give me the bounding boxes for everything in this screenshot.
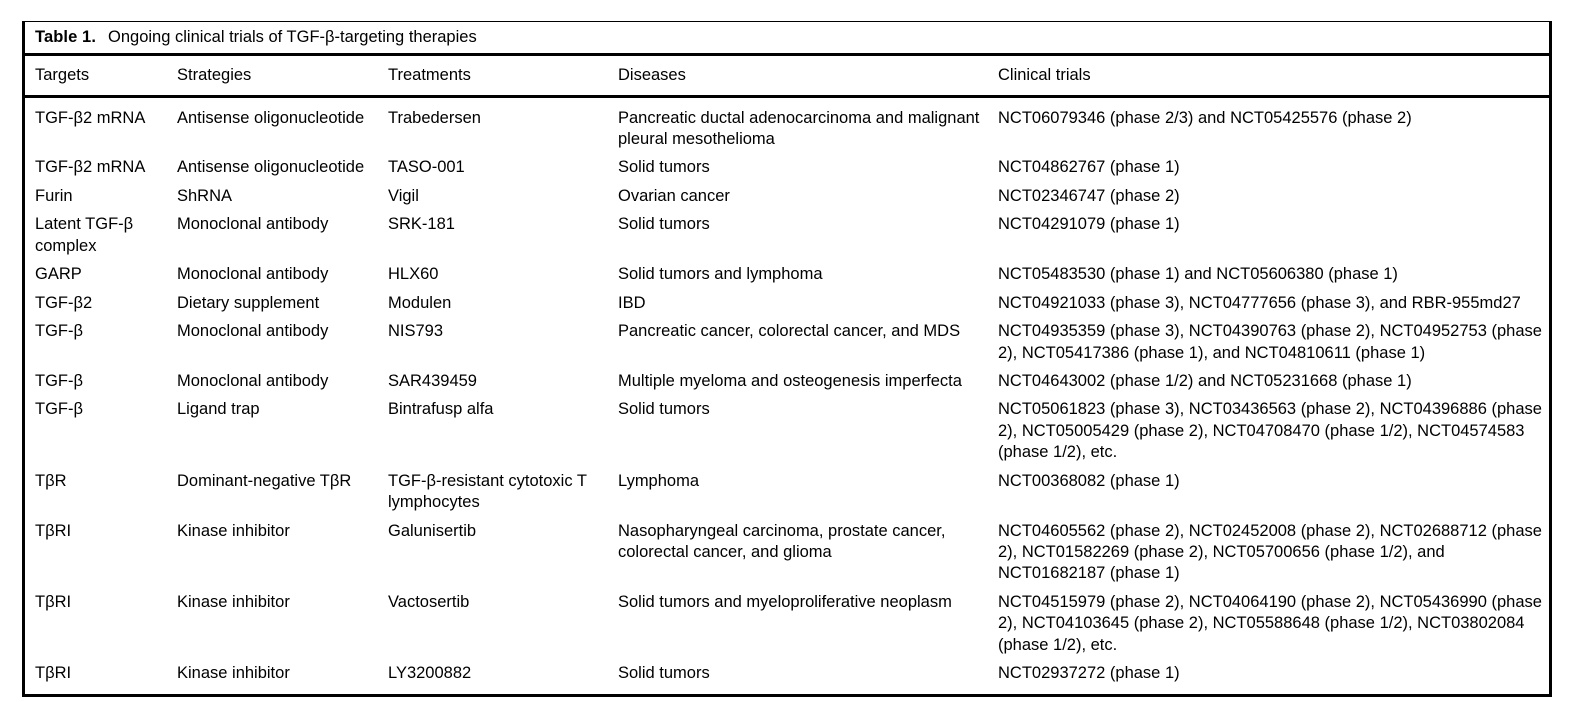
cell-diseases: Ovarian cancer [618,186,730,205]
cell-diseases: Pancreatic cancer, colorectal cancer, and MDS [618,322,961,341]
cell-strategies: Kinase inhibitor [177,664,290,683]
cell-trials: NCT04921033 (phase 3), NCT04777656 (phase 3), and RBR-955md27 [998,293,1521,312]
cell-diseases: Solid tumors [618,400,710,419]
cell-targets: TβRI [35,664,72,683]
cell-treatments: LY3200882 [388,664,472,683]
column-header-strategies: Strategies [177,66,252,85]
cell-strategies: Antisense oligonucleotide [177,108,365,127]
table-row [25,585,1549,656]
cell-trials: NCT04605562 (phase 2), NCT02452008 (phase 2), NCT02688712 (phase 2), NCT01582269 (phase 2), NCT05700656 (phase 1/2), and NCT01682187 (phase 1) [998,521,1542,583]
cell-diseases: Nasopharyngeal carcinoma, prostate cancer, colorectal cancer, and glioma [618,521,946,562]
cell-targets: TβR [35,471,67,490]
cell-treatments: Modulen [388,293,452,312]
cell-trials: NCT04291079 (phase 1) [998,215,1180,234]
cell-trials: NCT02346747 (phase 2) [998,186,1180,205]
cell-diseases: Solid tumors [618,215,710,234]
cell-trials: NCT04935359 (phase 3), NCT04390763 (phase 2), NCT04952753 (phase 2), NCT05417386 (phase 1), and NCT04810611 (phase 1) [998,322,1542,362]
cell-treatments: NIS793 [388,322,444,341]
table-caption-text: Ongoing clinical trials of TGF-β-targeting therapies [108,28,477,46]
cell-treatments: Vactosertib [388,592,470,611]
cell-treatments: HLX60 [388,265,439,284]
table-header-row [25,56,1549,94]
cell-strategies: Monoclonal antibody [177,265,329,284]
table-caption [25,22,1549,53]
cell-targets: TβRI [35,521,72,540]
cell-treatments: Trabedersen [388,108,481,127]
cell-trials: NCT05483530 (phase 1) and NCT05606380 (phase 1) [998,265,1398,284]
table-row [25,364,1549,392]
column-header-targets: Targets [35,66,90,85]
cell-targets: Latent TGF-β complex [35,215,134,255]
cell-targets: TGF-β [35,400,83,419]
cell-trials: NCT04515979 (phase 2), NCT04064190 (phase 2), NCT05436990 (phase 2), NCT04103645 (phase 2), NCT05588648 (phase 1/2), NCT03802084 (phase 1/2), etc. [998,592,1542,654]
cell-targets: GARP [35,265,82,284]
cell-trials: NCT00368082 (phase 1) [998,471,1180,490]
table-row [25,257,1549,285]
cell-strategies: Antisense oligonucleotide [177,158,365,177]
cell-diseases: Lymphoma [618,471,700,490]
cell-trials: NCT02937272 (phase 1) [998,664,1180,683]
cell-treatments: SRK-181 [388,215,455,234]
cell-diseases: Multiple myeloma and osteogenesis imperfecta [618,371,962,390]
cell-strategies: Monoclonal antibody [177,371,329,390]
clinical-trials-table [22,21,1552,697]
table-row [25,207,1549,257]
cell-diseases: Solid tumors and lymphoma [618,265,823,284]
table-row [25,656,1549,693]
cell-trials: NCT04862767 (phase 1) [998,158,1180,177]
table-row [25,392,1549,463]
cell-targets: Furin [35,186,73,205]
cell-targets: TGF-β2 mRNA [35,108,146,127]
table-row [25,514,1549,585]
column-header-trials: Clinical trials [998,66,1091,85]
cell-treatments: TGF-β-resistant cytotoxic T lymphocytes [388,471,587,512]
cell-targets: TβRI [35,592,72,611]
cell-diseases: Pancreatic ductal adenocarcinoma and malignant pleural mesothelioma [618,108,980,149]
cell-targets: TGF-β2 mRNA [35,158,146,177]
cell-treatments: Vigil [388,186,419,205]
cell-diseases: Solid tumors [618,158,710,177]
cell-targets: TGF-β2 [35,293,93,312]
table-caption-label: Table 1. [35,28,97,46]
cell-diseases: IBD [618,293,646,312]
cell-targets: TGF-β [35,322,83,341]
cell-trials: NCT04643002 (phase 1/2) and NCT05231668 (phase 1) [998,371,1412,390]
cell-strategies: Monoclonal antibody [177,322,329,341]
table-row [25,314,1549,364]
cell-treatments: Bintrafusp alfa [388,400,494,419]
table-row [25,150,1549,178]
cell-trials: NCT06079346 (phase 2/3) and NCT05425576 (phase 2) [998,108,1412,127]
cell-treatments: SAR439459 [388,371,477,390]
cell-treatments: TASO-001 [388,158,465,177]
cell-treatments: Galunisertib [388,521,477,540]
table-row [25,98,1549,151]
column-header-diseases: Diseases [618,66,686,85]
cell-strategies: ShRNA [177,186,233,205]
table-row [25,179,1549,207]
table-row [25,286,1549,314]
cell-trials: NCT05061823 (phase 3), NCT03436563 (phase 2), NCT04396886 (phase 2), NCT05005429 (phase 2), NCT04708470 (phase 1/2), NCT04574583 (phase 1/2), etc. [998,400,1542,462]
table-row [25,464,1549,514]
column-header-treatments: Treatments [388,66,471,85]
cell-targets: TGF-β [35,371,83,390]
cell-diseases: Solid tumors and myeloproliferative neoplasm [618,592,952,611]
cell-strategies: Ligand trap [177,400,260,419]
cell-strategies: Kinase inhibitor [177,521,290,540]
cell-strategies: Monoclonal antibody [177,215,329,234]
cell-diseases: Solid tumors [618,664,710,683]
table-body [25,98,1549,694]
cell-strategies: Dominant-negative TβR [177,471,352,490]
cell-strategies: Kinase inhibitor [177,592,290,611]
cell-strategies: Dietary supplement [177,293,320,312]
